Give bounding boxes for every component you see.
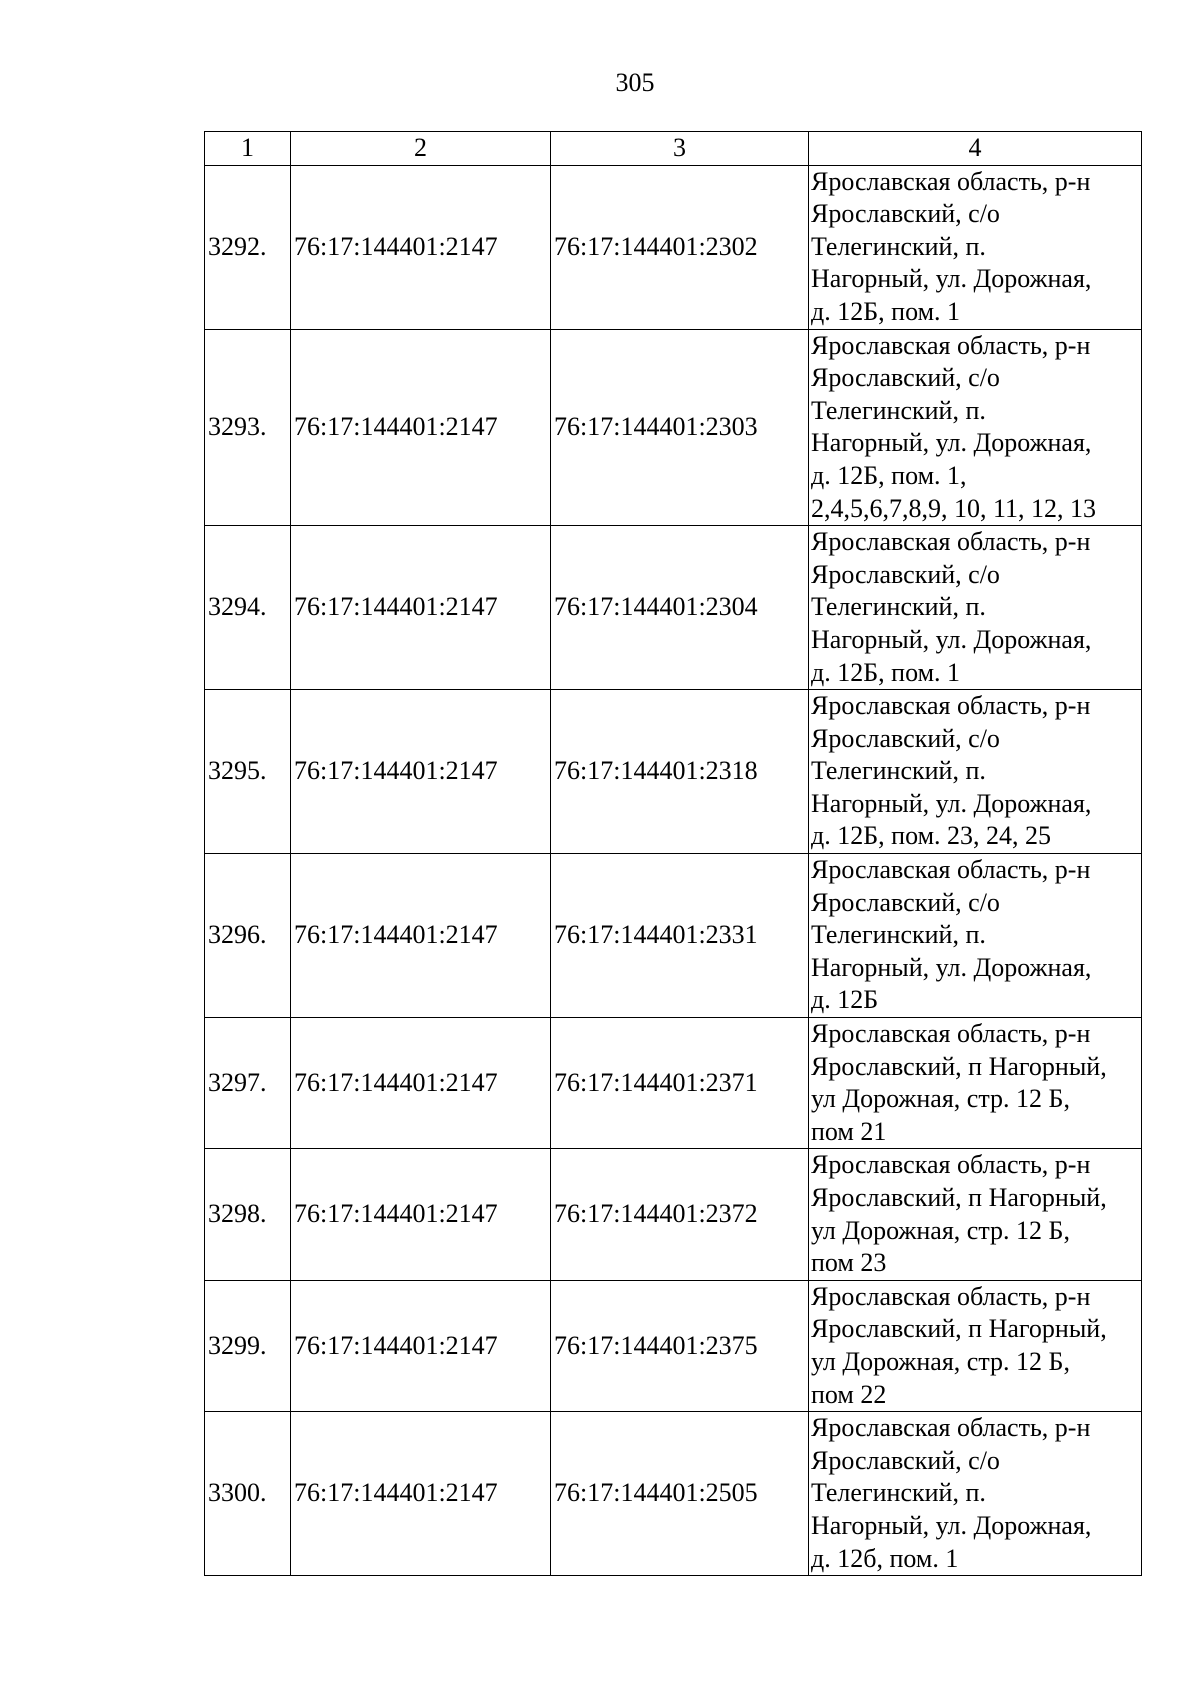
row-number: 3295. — [205, 690, 291, 854]
parent-cadastral-number: 76:17:144401:2147 — [291, 165, 551, 329]
address: Ярославская область, р-н Ярославский, с/о Телегинский, п. Нагорный, ул. Дорожная, д. 12Б, пом. 23, 24, 25 — [809, 690, 1142, 854]
table-row — [205, 1280, 1142, 1411]
parent-cadastral-number: 76:17:144401:2147 — [291, 690, 551, 854]
column-header-2: 2 — [291, 132, 551, 166]
row-number: 3299. — [205, 1280, 291, 1411]
table-header-row — [205, 132, 1142, 166]
row-number: 3292. — [205, 165, 291, 329]
address: Ярославская область, р-н Ярославский, с/о Телегинский, п. Нагорный, ул. Дорожная, д. 12Б — [809, 854, 1142, 1018]
page-number: 305 — [615, 68, 655, 97]
object-cadastral-number: 76:17:144401:2372 — [551, 1149, 809, 1280]
table-row — [205, 690, 1142, 854]
row-number: 3293. — [205, 329, 291, 526]
column-header-3: 3 — [551, 132, 809, 166]
parent-cadastral-number: 76:17:144401:2147 — [291, 854, 551, 1018]
object-cadastral-number: 76:17:144401:2318 — [551, 690, 809, 854]
address: Ярославская область, р-н Ярославский, с/о Телегинский, п. Нагорный, ул. Дорожная, д. 12б, пом. 1 — [809, 1412, 1142, 1576]
object-cadastral-number: 76:17:144401:2304 — [551, 526, 809, 690]
address: Ярославская область, р-н Ярославский, п Нагорный, ул Дорожная, стр. 12 Б, пом 23 — [809, 1149, 1142, 1280]
object-cadastral-number: 76:17:144401:2505 — [551, 1412, 809, 1576]
parent-cadastral-number: 76:17:144401:2147 — [291, 1280, 551, 1411]
row-number: 3297. — [205, 1018, 291, 1149]
row-number: 3300. — [205, 1412, 291, 1576]
column-header-1: 1 — [205, 132, 291, 166]
table-row — [205, 854, 1142, 1018]
row-number: 3296. — [205, 854, 291, 1018]
parent-cadastral-number: 76:17:144401:2147 — [291, 329, 551, 526]
parent-cadastral-number: 76:17:144401:2147 — [291, 526, 551, 690]
table-row — [205, 165, 1142, 329]
row-number: 3294. — [205, 526, 291, 690]
object-cadastral-number: 76:17:144401:2303 — [551, 329, 809, 526]
address: Ярославская область, р-н Ярославский, с/о Телегинский, п. Нагорный, ул. Дорожная, д. 12Б, пом. 1 — [809, 165, 1142, 329]
table-row — [205, 1412, 1142, 1576]
cadastral-table — [204, 131, 1142, 1576]
table-row — [205, 1149, 1142, 1280]
address: Ярославская область, р-н Ярославский, п Нагорный, ул Дорожная, стр. 12 Б, пом 22 — [809, 1280, 1142, 1411]
parent-cadastral-number: 76:17:144401:2147 — [291, 1149, 551, 1280]
table-row — [205, 526, 1142, 690]
object-cadastral-number: 76:17:144401:2302 — [551, 165, 809, 329]
object-cadastral-number: 76:17:144401:2375 — [551, 1280, 809, 1411]
parent-cadastral-number: 76:17:144401:2147 — [291, 1018, 551, 1149]
parent-cadastral-number: 76:17:144401:2147 — [291, 1412, 551, 1576]
object-cadastral-number: 76:17:144401:2371 — [551, 1018, 809, 1149]
object-cadastral-number: 76:17:144401:2331 — [551, 854, 809, 1018]
address: Ярославская область, р-н Ярославский, с/о Телегинский, п. Нагорный, ул. Дорожная, д. 12Б, пом. 1, 2,4,5,6,7,8,9, 10, 11, 12, 13 — [809, 329, 1142, 526]
address: Ярославская область, р-н Ярославский, п Нагорный, ул Дорожная, стр. 12 Б, пом 21 — [809, 1018, 1142, 1149]
column-header-4: 4 — [809, 132, 1142, 166]
table-row — [205, 329, 1142, 526]
row-number: 3298. — [205, 1149, 291, 1280]
address: Ярославская область, р-н Ярославский, с/о Телегинский, п. Нагорный, ул. Дорожная, д. 12Б, пом. 1 — [809, 526, 1142, 690]
table-row — [205, 1018, 1142, 1149]
